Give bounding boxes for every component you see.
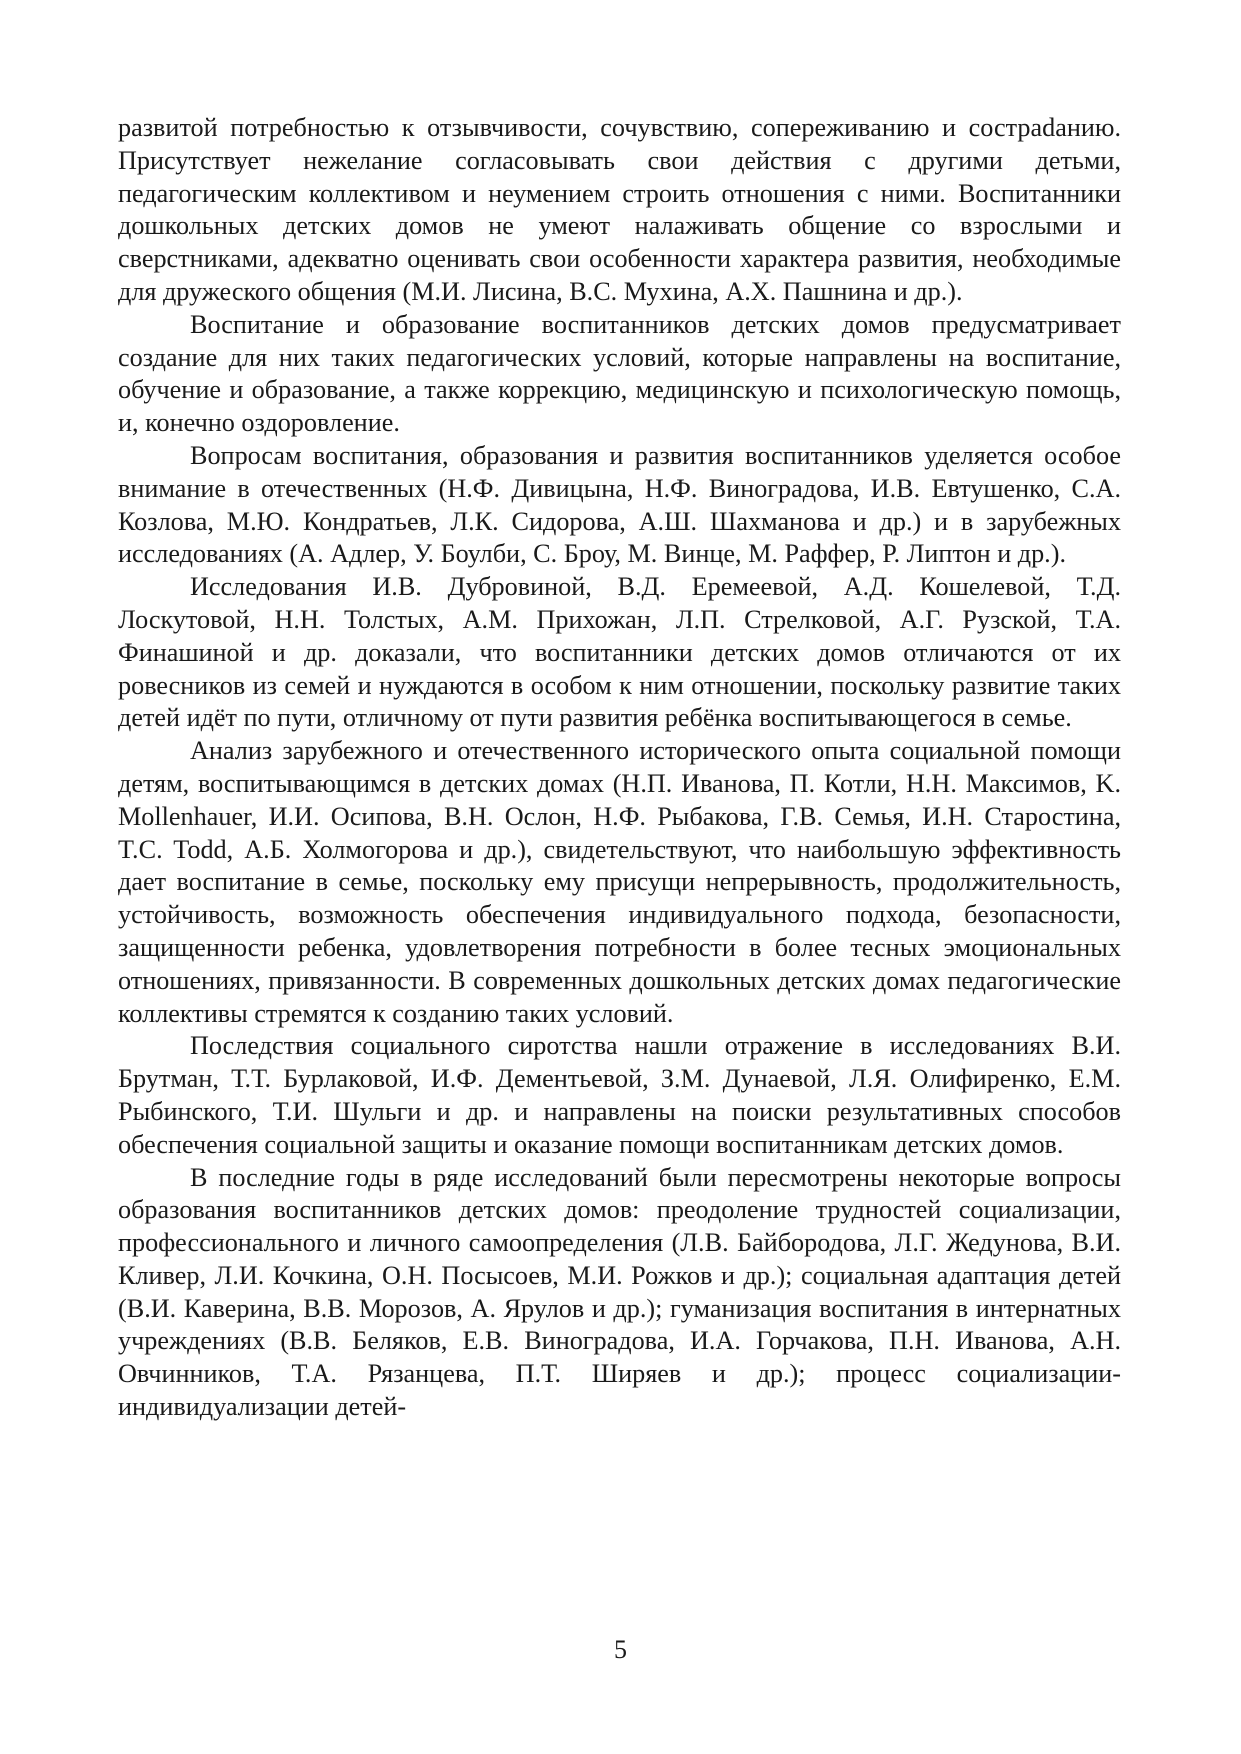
paragraph-7: В последние годы в ряде исследований были пересмотрены некоторые вопросы образования воспитанников детских домов: преодоление трудностей социализации, профессионального и личного самоопределения (Л.В. Байбородова, Л.Г. Жедунова, В.И. Кливер, Л.И. Кочкина, О.Н. Посысоев, М.И. Рожков и др.); социальная адаптация детей (В.И. Каверина, В.В. Морозов, А. Ярулов и др.); гуманизация воспитания в интернатных учреждениях (В.В. Беляков, Е.В. Виноградова, И.А. Горчакова, П.Н. Иванова, А.Н. Овчинников, Т.А. Рязанцева, П.Т. Ширяев и др.); процесс социализации-индивидуализации детей- [118, 1162, 1121, 1422]
page-body [118, 112, 1121, 1424]
paragraph-6: Последствия социального сиротства нашли отражение в исследованиях В.И. Брутман, Т.Т. Бурлаковой, И.Ф. Дементьевой, З.М. Дунаевой, Л.Я. Олифиренко, Е.М. Рыбинского, Т.И. Шульги и др. и направлены на поиски результативных способов обеспечения социальной защиты и оказание помощи воспитанникам детских домов. [118, 1031, 1121, 1159]
paragraph-1: развитой потребностью к отзывчивости, сочувствию, сопереживанию и сострadанию. Присутствует нежелание согласовывать свои действия с другими детьми, педагогическим коллективом и неумением строить отношения с ними. Воспитанники дошкольных детских домов не умеют налаживать общение со взрослыми и сверстниками, адекватно оценивать свои особенности характера развития, необходимые для дружеского общения (М.И. Лисина, В.С. Мухина, А.Х. Пашнина и др.). [118, 113, 1121, 306]
page-number: 5 [614, 1635, 627, 1664]
paragraph-4: Исследования И.В. Дубровиной, В.Д. Еремеевой, А.Д. Кошелевой, Т.Д. Лоскутовой, Н.Н. Толстых, А.М. Прихожан, Л.П. Стрелковой, А.Г. Рузской, Т.А. Финашиной и др. доказали, что воспитанники детских домов отличаются от их ровесников из семей и нуждаются в особом к ним отношении, поскольку развитие таких детей идёт по пути, отличному от пути развития ребёнка воспитывающегося в семье. [118, 572, 1121, 733]
paragraph-5: Анализ зарубежного и отечественного исторического опыта социальной помощи детям, воспитывающимся в детских домах (Н.П. Иванова, П. Котли, Н.Н. Максимов, K. Mollenhauer, И.И. Осипова, В.Н. Ослон, Н.Ф. Рыбакова, Г.В. Семья, И.Н. Старостина, T.C. Todd, А.Б. Холмогорова и др.), свидетельствуют, что наибольшую эффективность дает воспитание в семье, поскольку ему присущи непрерывность, продолжительность, устойчивость, возможность обеспечения индивидуального подхода, безопасности, защищенности ребенка, удовлетворения потребности в более тесных эмоциональных отношениях, привязанности. В современных дошкольных детских домах педагогические коллективы стремятся к созданию таких условий. [118, 736, 1121, 1028]
paragraph-3: Вопросам воспитания, образования и развития воспитанников уделяется особое внимание в отечественных (Н.Ф. Дивицына, Н.Ф. Виноградова, И.В. Евтушенко, С.А. Козлова, М.Ю. Кондратьев, Л.К. Сидорова, А.Ш. Шахманова и др.) и в зарубежных исследованиях (А. Адлер, У. Боулби, С. Броу, М. Винце, М. Раффер, Р. Липтон и др.). [118, 440, 1121, 569]
paragraph-2: Воспитание и образование воспитанников детских домов предусматривает создание для них таких педагогических условий, которые направлены на воспитание, обучение и образование, а также коррекцию, медицинскую и психологическую помощь, и, конечно оздоровление. [118, 309, 1121, 438]
